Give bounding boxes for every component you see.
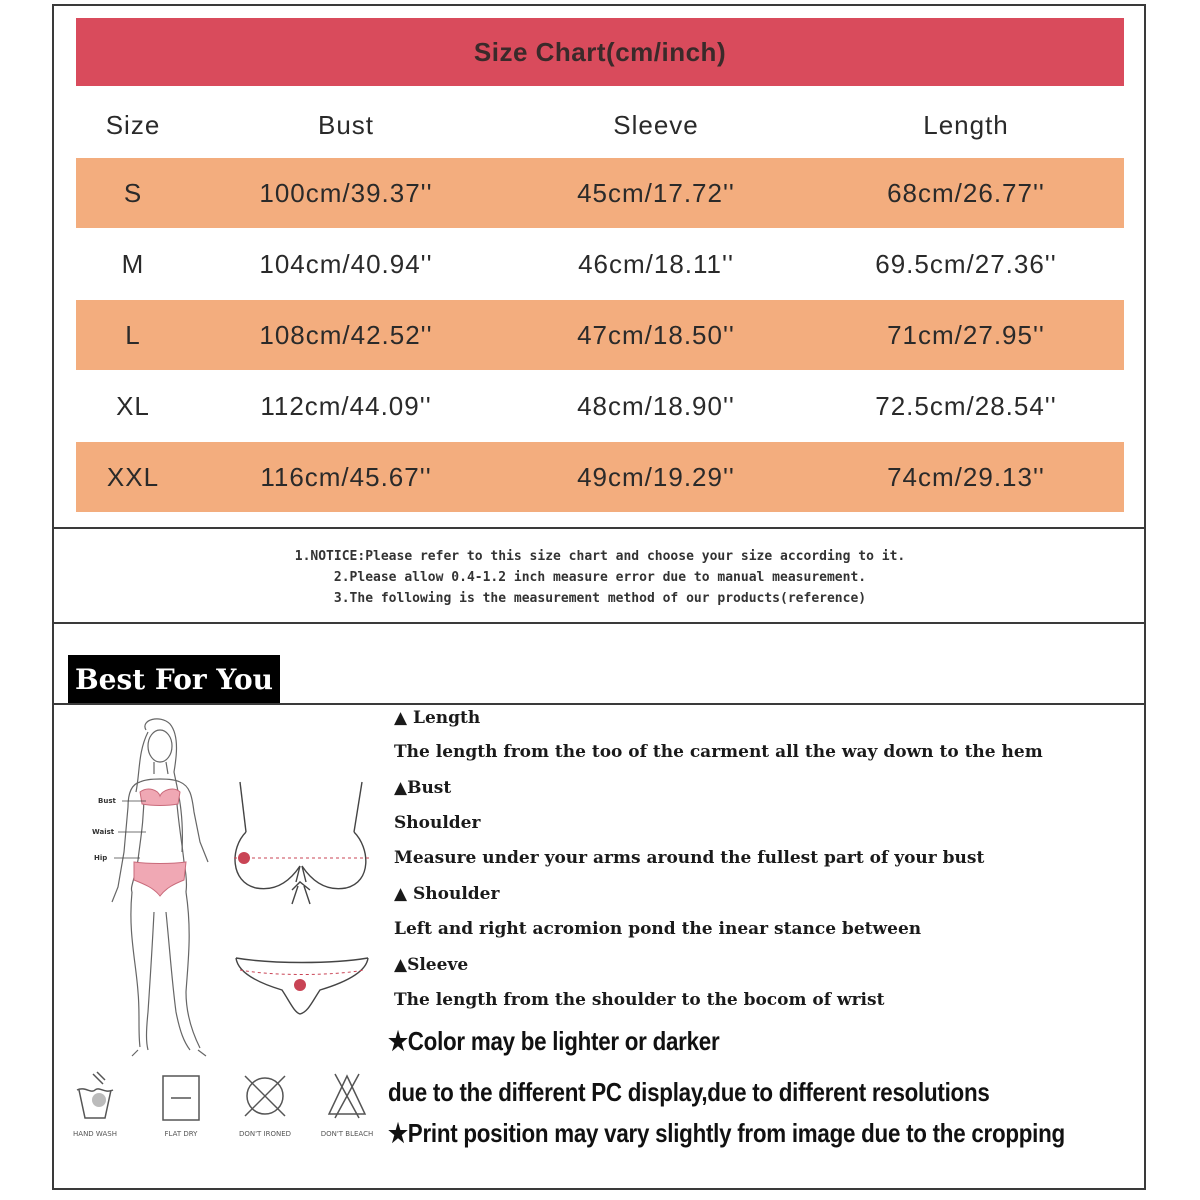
header-size: Size [105, 109, 161, 140]
sleeve-cell: 49cm/19.29'' [577, 461, 735, 492]
size-cell: S [123, 177, 143, 208]
notice-line: 2.Please allow 0.4-1.2 inch measure error due to manual measurement. [333, 570, 867, 585]
hand-wash-icon [73, 1070, 117, 1122]
bust-heading: ▲Bust [394, 778, 452, 798]
table-row [76, 229, 1124, 299]
notice-block [60, 546, 1140, 609]
length-description: The length from the too of the carment all the way down to the hem [394, 742, 1043, 762]
bust-cell: 108cm/42.52'' [259, 319, 433, 350]
notice-line: 3.The following is the measurement method of our products(reference) [333, 591, 867, 606]
waist-label: Waist [92, 828, 115, 836]
divider [52, 622, 1146, 624]
divider [52, 703, 1146, 705]
size-chart-title: Size Chart(cm/inch) [76, 18, 1124, 86]
sleeve-cell: 47cm/18.50'' [577, 319, 735, 350]
bust-cell: 112cm/44.09'' [260, 390, 432, 421]
bust-cell: 104cm/40.94'' [259, 248, 433, 279]
care-item [230, 1070, 300, 1138]
print-position-note: ★Print position may vary slightly from image due to the cropping [388, 1118, 1065, 1148]
care-label: FLAT DRY [164, 1130, 198, 1138]
header-sleeve: Sleeve [613, 109, 699, 140]
shoulder-description: Left and right acromion pond the inear stance between [394, 919, 922, 939]
shoulder-heading: ▲ Shoulder [394, 884, 500, 904]
sleeve-cell: 45cm/17.72'' [577, 177, 735, 208]
bust-cell: 116cm/45.67'' [260, 461, 432, 492]
bust-label: Bust [98, 797, 116, 805]
care-item [146, 1070, 216, 1138]
sleeve-heading: ▲Sleeve [394, 955, 469, 975]
size-cell: L [125, 319, 141, 350]
length-cell: 72.5cm/28.54'' [875, 390, 1057, 421]
care-item [60, 1070, 130, 1138]
display-note: due to the different PC display,due to different resolutions [388, 1077, 990, 1107]
bust-subheading: Shoulder [394, 813, 481, 833]
sleeve-cell: 46cm/18.11'' [578, 248, 734, 279]
table-row [76, 300, 1124, 370]
length-cell: 74cm/29.13'' [887, 461, 1045, 492]
length-cell: 68cm/26.77'' [887, 177, 1045, 208]
care-label: HAND WASH [73, 1130, 117, 1138]
table-row [76, 371, 1124, 441]
model-figure-illustration [88, 712, 238, 1062]
care-label: DON'T IRONED [238, 1130, 292, 1138]
table-row [76, 158, 1124, 228]
table-header-row [76, 90, 1124, 160]
sleeve-cell: 48cm/18.90'' [577, 390, 735, 421]
size-cell: XL [116, 390, 150, 421]
brief-illustration [232, 950, 372, 1020]
bust-cell: 100cm/39.37'' [259, 177, 433, 208]
do-not-bleach-icon [325, 1070, 369, 1122]
length-heading: ▲ Length [394, 708, 481, 728]
notice-line: 1.NOTICE:Please refer to this size chart and choose your size according to it. [294, 549, 906, 564]
table-row [76, 442, 1124, 512]
length-cell: 71cm/27.95'' [887, 319, 1045, 350]
divider [52, 527, 1146, 529]
care-label: DON'T BLEACH [320, 1130, 374, 1138]
size-cell: M [121, 248, 145, 279]
length-cell: 69.5cm/27.36'' [875, 248, 1057, 279]
sleeve-description: The length from the shoulder to the bocom of wrist [394, 990, 885, 1010]
header-length: Length [923, 109, 1009, 140]
best-for-you-tab: Best For You [68, 655, 280, 703]
bra-illustration [226, 778, 376, 908]
do-not-iron-icon [241, 1070, 289, 1122]
bust-description: Measure under your arms around the fullest part of your bust [394, 848, 985, 868]
care-item [312, 1070, 382, 1138]
hip-label: Hip [94, 854, 108, 862]
color-note: ★Color may be lighter or darker [388, 1026, 720, 1056]
flat-dry-icon [159, 1070, 203, 1122]
size-cell: XXL [106, 461, 160, 492]
header-bust: Bust [317, 109, 375, 140]
